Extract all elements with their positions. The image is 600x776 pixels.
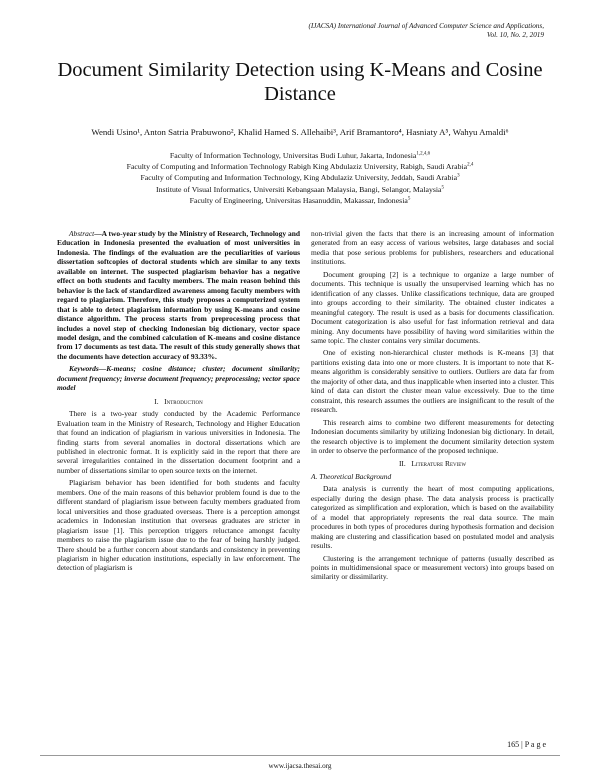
journal-header: [309, 22, 544, 40]
right-column: [311, 229, 554, 585]
paragraph: Document grouping [2] is a technique to organize a large number of documents. This technique is usually the unsupervised learning which has no identification of any classes. Unlike classifications technique, data are grouped into groups according to their similarity. The obtained cluster indicates a meaningful category. The result is used as a basis for documents classification. Document categorization is also useful for fast information retrieval and data mining. Any documents have possibility of having word similarities within the same topic. The cluster contains very similar documents.: [311, 269, 554, 345]
abstract-text: —A two-year study by the Ministry of Research, Technology and Education in Indonesia presented the evaluation of most universities in Indonesia. The findings of the evaluation are the peculiarities of various dissertation softcopies of doctoral students which are similar to any texts available on internet. The suspected plagiarism behavior has a negative effect on both students and faculty members. The main reason behind this behavior is the lack of standardized awareness among faculty members with regard to plagiarism. Therefore, this study proposes a computerized system that is able to detect plagiarism information by using K-means and cosine distance algorithm. The process starts from preprocessing process that includes a novel step of checking Indonesian big dictionary, vector space model design, and the combined calculation of K-means and cosine distance from 17 documents as test data. The result of this study generally shows that the documents have detection accuracy of 93.33%.: [57, 229, 300, 361]
abstract-label: Abstract: [69, 229, 95, 238]
affiliations: [50, 150, 550, 206]
page-number: 165 | P a g e: [507, 740, 546, 749]
subsection-heading: A. Theoretical Background: [311, 471, 392, 481]
paragraph: Plagiarism behavior has been identified for both students and faculty members. One of the main reasons of this behavior problem found is due to the different standard of plagiarism issue between faculty members graduated from local universities and those graduated overseas. There is a perception amongst academics in Indonesian institution that overseas graduates are stricter in plagiarism issue [1]. This perception triggers reluctance amongst faculty members to raise the plagiarism issue due to the fear of being harshly judged. There should be a further concern about standards and consistency in preventing plagiarism in higher education institutions, especially in law enforcement. The detection of plagiarism is: [57, 478, 300, 573]
paragraph: Data analysis is currently the heart of most computing applications, especially during the design phase. The data analysis process is practically categorized as simplification and exploration, which is based on the availability of a model that appropriately represents the real data source. The main procedures in both types of procedures during hypothesis formation and decision making are clustering and classification based on postulated model and analysis results.: [311, 484, 554, 551]
affiliation-line: Institute of Visual Informatics, Universiti Kebangsaan Malaysia, Bangi, Selangor, Malaysia$^5$: [155, 184, 445, 194]
affiliation-line: Faculty of Engineering, Universitas Hasanuddin, Makassar, Indonesia$^5$: [189, 195, 411, 205]
journal-name: (IJACSA) International Journal of Advanced Computer Science and Applications,: [308, 22, 544, 30]
section-heading-literature-review: II. Literature Review: [398, 459, 467, 469]
affiliation-line: Faculty of Computing and Information Technology Rabigh King Abdulaziz University, Rabigh, Saudi Arabia$^{2,4}$: [126, 162, 474, 172]
journal-url: www.ijacsa.thesai.org: [268, 762, 332, 770]
footer-divider: [40, 755, 560, 756]
paragraph: One of existing non-hierarchical cluster methods is K-means [3] that partitions existing data into one or more clusters. It is important to note that K-means algorithm is considerably sensitive to outliers. Outliers are data far from the majority of other data, and thus inapplicable when inserted into a cluster. This kind of data can distort the cluster mean value excessively. Due to the time constraint, this research assumes the outliers are insignificant to the result of the research.: [311, 348, 554, 415]
affiliation-line: Faculty of Information Technology, Universitas Budi Luhur, Jakarta, Indonesia$^{1,2,4,6}$: [169, 151, 431, 160]
paragraph: non-trivial given the facts that there is an increasing amount of information generated from an easy access of various websites, large databases and social media that pose serious problems for publishers, researchers and educational institutions.: [311, 229, 554, 267]
paper-title: Document Similarity Detection using K-Means and Cosine Distance: [57, 59, 543, 105]
keywords: Keywords—K-means; cosine distance; cluster; document similarity; document frequency; inverse document frequency; preprocessing; vector space model: [57, 364, 300, 393]
author-list: Wendi Usino¹, Anton Satria Prabuwono², Khalid Hamed S. Allehaibi³, Arif Bramantoro⁴, Hasniaty A⁵, Wahyu Amaldi⁶: [91, 127, 509, 137]
paragraph: There is a two-year study conducted by the Academic Performance Evaluation team in the Ministry of Research, Technology and Higher Education that found an indication of plagiarism in various universities in Indonesia. The finding starts from several anomalies in doctoral dissertations which are published in electronic format. It is explicitly said in the report that there are several irregularities contained in the dissertation document footprint and a number of dissertations similar to open source texts on the internet.: [57, 409, 300, 475]
section-heading-introduction: I. Introduction: [154, 396, 203, 406]
affiliation-line: Faculty of Computing and Information Technology, King Abdulaziz University, Jeddah, Saudi Arabia$^3$: [140, 173, 460, 183]
journal-volume: Vol. 10, No. 2, 2019: [486, 31, 544, 39]
left-column: [57, 229, 300, 576]
paragraph: Clustering is the arrangement technique of patterns (usually described as points in multidimensional space or measurement vectors) into groups based on similarity or dissimilarity.: [311, 553, 554, 582]
paragraph: This research aims to combine two different measurements for detecting Indonesian documents similarity by utilizing Indonesian big dictionary. In detail, the research objective is to implement the document similarity detection system in order to observe the performance of the proposed technique.: [311, 417, 554, 455]
abstract: [57, 229, 300, 361]
